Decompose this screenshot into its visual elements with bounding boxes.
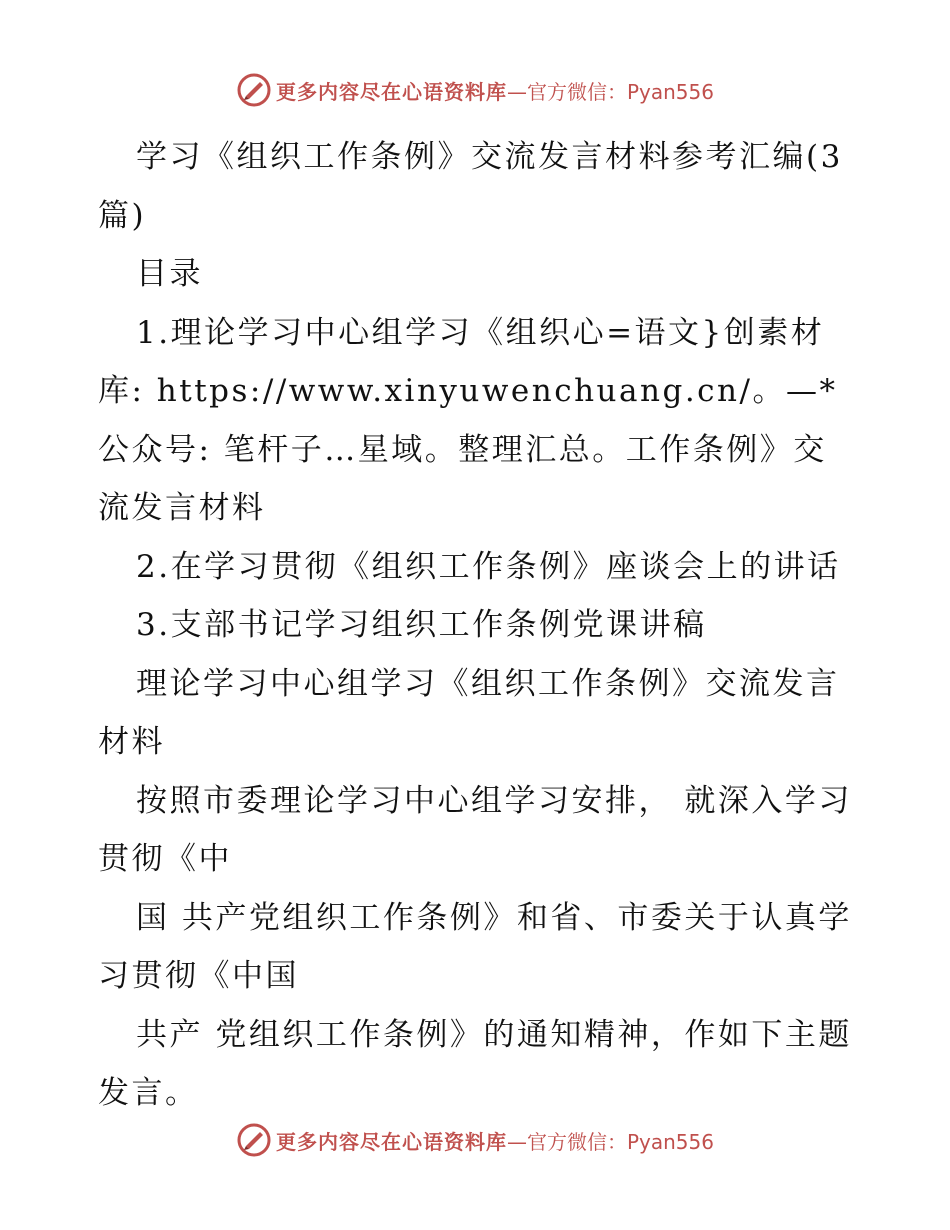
watermark-banner-top xyxy=(0,70,950,110)
banner-wechat: —官方微信：Pyan556 xyxy=(506,1129,714,1154)
banner-site-name: 更多内容尽在心语资料库 xyxy=(275,1129,507,1154)
banner-site-name: 更多内容尽在心语资料库 xyxy=(275,79,507,104)
watermark-banner-bottom xyxy=(0,1120,950,1160)
document-title: 学习《组织工作条例》交流发言材料参考汇编(3篇) xyxy=(98,139,843,234)
paragraph: 国 共产党组织工作条例》和省、市委关于认真学习贯彻《中国 xyxy=(98,899,852,994)
toc-item-2: 2.在学习贯彻《组织工作条例》座谈会上的讲话 xyxy=(136,548,841,585)
toc-item-3: 3.支部书记学习组织工作条例党课讲稿 xyxy=(136,607,707,643)
paragraph: 共产 党组织工作条例》的通知精神，作如下主题发言。 xyxy=(98,1016,852,1111)
banner-wechat: —官方微信：Pyan556 xyxy=(506,79,714,104)
section-title: 理论学习中心组学习《组织工作条例》交流发言材料 xyxy=(98,665,840,760)
paragraph: 按照市委理论学习中心组学习安排， 就深入学习贯彻《中 xyxy=(98,782,852,877)
brand-logo-icon xyxy=(236,72,272,108)
brand-logo-icon xyxy=(236,1122,272,1158)
toc-item-1: 1.理论学习中心组学习《组织心=语文}创素材库: https://www.xinyuwenchuang.cn/。—*公众号: 笔杆子…星域。整理汇总。工作条例》交流发言材料 xyxy=(98,314,838,526)
toc-heading: 目录 xyxy=(136,256,203,292)
document-body xyxy=(98,128,858,1123)
